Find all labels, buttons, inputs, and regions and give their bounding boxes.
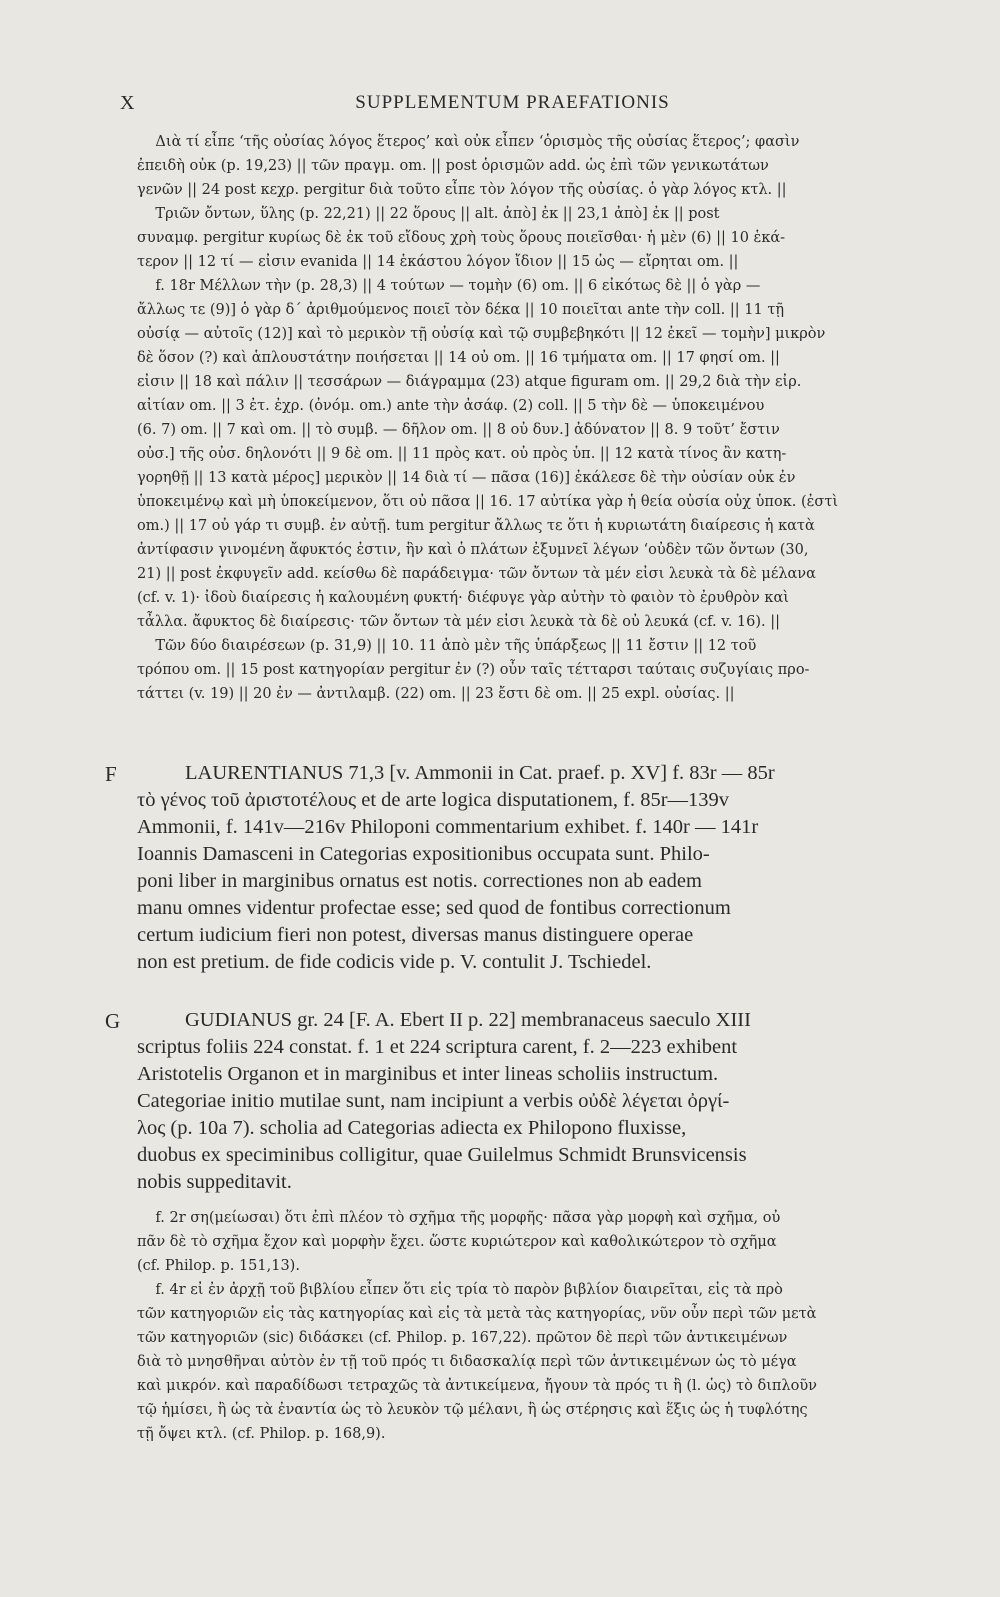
text-line: τρόπου om. || 15 post κατηγορίαν pergitur ἐν (?) οὖν ταῖς τέτταρσι ταύταις συζυγίαις προ-: [137, 662, 810, 678]
text-line: τῶν κατηγοριῶν (sic) διδάσκει (cf. Philop. p. 167,22). πρῶτον δὲ περὶ τῶν ἀντικειμένων: [137, 1330, 788, 1346]
text-line: καὶ μικρόν. καὶ παραδίδωσι τετραχῶς τὰ ἀντικείμενα, ἤγουν τὰ πρός τι ἢ (l. ὡς) τὸ διπλοῦν: [137, 1378, 817, 1394]
text-line: τάττει (v. 19) || 20 ἐν — ἀντιλαμβ. (22) om. || 23 ἔστι δὲ om. || 25 expl. οὐσίας. ||: [137, 686, 735, 702]
text-line: συναμφ. pergitur κυρίως δὲ ἐκ τοῦ εἴδους χρὴ τοὺς ὅρους ποιεῖσθαι· ἡ μὲν (6) || 10 ἑκά-: [137, 230, 786, 246]
page-header: [120, 92, 905, 122]
text-line: LAURENTIANUS 71,3 [v. Ammonii in Cat. praef. p. XV] f. 83r — 85r: [185, 762, 775, 784]
text-line: Διὰ τί εἶπε ‘τῆς οὐσίας λόγος ἕτερος’ καὶ οὐκ εἶπεν ‘ὁρισμὸς τῆς οὐσίας ἕτερος’; φασὶν: [137, 134, 800, 150]
text-line: f. 2r ση(μείωσαι) ὅτι ἐπὶ πλέον τὸ σχῆμα τῆς μορφῆς· πᾶσα γὰρ μορφὴ καὶ σχῆμα, οὐ: [137, 1210, 781, 1226]
text-line: Τῶν δύο διαιρέσεων (p. 31,9) || 10. 11 ἀπὸ μὲν τῆς ὑπάρξεως || 11 ἔστιν || 12 τοῦ: [137, 638, 757, 654]
text-line: ὑποκειμένῳ καὶ μὴ ὑποκείμενον, ὅτι οὐ πᾶσα || 16. 17 αὐτίκα γὰρ ἡ θεία οὐσία οὐχ ὑποκ. (ἐστὶ: [137, 494, 839, 510]
text-line: manu omnes videntur profectae esse; sed quod de fontibus correctionum: [137, 897, 731, 919]
text-line: γενῶν || 24 post κεχρ. pergitur διὰ τοῦτο εἶπε τὸν λόγον τῆς οὐσίας. ὁ γὰρ λόγος κτλ. ||: [137, 182, 787, 198]
text-line: ἀντίφασιν γινομένη ἄφυκτός ἐστιν, ἣν καὶ ὁ πλάτων ἐξυμνεῖ λέγων ‘οὐδὲν τῶν ὄντων (30,: [137, 542, 809, 558]
text-line: τῶν κατηγοριῶν εἰς τὰς κατηγορίας καὶ εἰς τὰ μετὰ τὰς κατηγορίας, νῦν οὖν περὶ τῶν μετὰ: [137, 1306, 817, 1322]
text-line: λος (p. 10a 7). scholia ad Categorias adiecta ex Philopono fluxisse,: [137, 1117, 687, 1139]
text-line: εἰσιν || 18 καὶ πάλιν || τεσσάρων — διάγραμμα (23) atque figuram om. || 29,2 διὰ τὴν εἰρ.: [137, 374, 802, 390]
text-line: nobis suppeditavit.: [137, 1171, 292, 1193]
text-line: Τριῶν ὄντων, ὕλης (p. 22,21) || 22 ὅρους || alt. ἀπὸ] ἐκ || 23,1 ἀπὸ] ἐκ || post: [137, 206, 720, 222]
text-line: Categoriae initio mutilae sunt, nam incipiunt a verbis οὐδὲ λέγεται ὀργί-: [137, 1090, 730, 1112]
text-line: GUDIANUS gr. 24 [F. A. Ebert II p. 22] membranaceus saeculo XIII: [185, 1009, 751, 1031]
text-line: certum iudicium fieri non potest, diversas manus distinguere operae: [137, 924, 694, 946]
text-line: τῷ ἡμίσει, ἢ ὡς τὰ ἐναντία ὡς τὸ λευκὸν τῷ μέλανι, ἢ ὡς στέρησις καὶ ἕξις ὡς ἡ τυφλότης: [137, 1402, 808, 1418]
text-line: αἰτίαν om. || 3 ἐτ. ἐχρ. (ὀνόμ. om.) ante τὴν ἀσάφ. (2) coll. || 5 τὴν δὲ — ὑποκειμένου: [137, 398, 765, 414]
siglum-f: F: [105, 762, 117, 786]
siglum-g: G: [105, 1009, 121, 1033]
text-line: f. 4r εἰ ἐν ἀρχῇ τοῦ βιβλίου εἶπεν ὅτι εἰς τρία τὸ παρὸν βιβλίον διαιρεῖται, εἰς τὰ πρὸ: [137, 1282, 783, 1298]
text-line: πᾶν δὲ τὸ σχῆμα ἔχον καὶ μορφὴν ἔχει. ὥστε κυριώτερον καὶ καθολικώτερον τὸ σχῆμα: [137, 1234, 777, 1250]
codex-g-description: [137, 1007, 927, 1196]
text-line: Ioannis Damasceni in Categorias expositionibus occupata sunt. Philo-: [137, 843, 710, 865]
text-line: γορηθῇ || 13 κατὰ μέρος] μερικὸν || 14 διὰ τί — πᾶσα (16)] ἐκάλεσε δὲ τὴν οὐσίαν οὐκ ἐν: [137, 470, 796, 486]
text-line: ἄλλως τε (9)] ὁ γὰρ δ΄ ἀριθμούμενος ποιεῖ τὸν δέκα || 10 ποιεῖται ante τὴν coll. || 11 τῇ: [137, 302, 785, 318]
text-line: Aristotelis Organon et in marginibus et inter lineas scholiis instructum.: [137, 1063, 719, 1085]
text-line: om.) || 17 οὐ γάρ τι συμβ. ἐν αὐτῇ. tum pergitur ἄλλως τε ὅτι ἡ κυριωτάτη διαίρεσις ἡ κατὰ: [137, 518, 815, 534]
text-line: 21) || post ἐκφυγεῖν add. κείσθω δὲ παράδειγμα· τῶν ὄντων τὰ μέν εἰσι λευκὰ τὰ δὲ μέλανα: [137, 566, 816, 582]
text-line: (cf. Philop. p. 151,13).: [137, 1258, 300, 1274]
text-line: τἆλλα. ἄφυκτος δὲ διαίρεσις· τῶν ὄντων τὰ μέν εἰσι λευκὰ τὰ δὲ οὐ λευκά (cf. v. 16). ||: [137, 614, 781, 630]
text-line: οὐσίᾳ — αὐτοῖς (12)] καὶ τὸ μερικὸν τῇ οὐσίᾳ καὶ τῷ συμβεβηκότι || 12 ἐκεῖ — τομὴν] μικρὸν: [137, 326, 826, 342]
text-line: τὸ γένος τοῦ ἀριστοτέλους et de arte logica disputationem, f. 85r—139v: [137, 789, 730, 811]
text-line: ἐπειδὴ οὐκ (p. 19,23) || τῶν πραγμ. om. || post ὁρισμῶν add. ὡς ἐπὶ τῶν γενικωτάτων: [137, 158, 769, 174]
text-line: οὐσ.] τῆς οὐσ. δηλονότι || 9 δὲ om. || 11 πρὸς κατ. οὐ πρὸς ὑπ. || 12 κατὰ τίνος ἂν κατη-: [137, 446, 787, 462]
text-line: (cf. v. 1)· ἰδοὺ διαίρεσις ἡ καλουμένη φυκτή· διέφυγε γὰρ αὐτὴν τὸ φαιὸν τὸ ἐρυθρὸν καὶ: [137, 590, 789, 606]
apparatus-block-1: [137, 130, 927, 706]
text-line: διὰ τὸ μνησθῆναι αὐτὸν ἐν τῇ τοῦ πρός τι διδασκαλίᾳ περὶ τῶν ἀντικειμένων ὡς τὸ μέγα: [137, 1354, 797, 1370]
text-line: f. 18r Μέλλων τὴν (p. 28,3) || 4 τούτων — τομὴν (6) om. || 6 εἰκότως δὲ || ὁ γὰρ —: [137, 278, 761, 294]
text-line: (6. 7) om. || 7 καὶ om. || τὸ συμβ. — δῆλον om. || 8 οὐ δυν.] ἀδύνατον || 8. 9 τοῦτ’ ἔστιν: [137, 422, 780, 438]
apparatus-block-2: [137, 1206, 927, 1446]
page-number: X: [120, 92, 135, 114]
text-line: duobus ex speciminibus colligitur, quae Guilelmus Schmidt Brunsvicensis: [137, 1144, 747, 1166]
text-line: scriptus foliis 224 constat. f. 1 et 224 scriptura carent, f. 2—223 exhibent: [137, 1036, 738, 1058]
running-title: SUPPLEMENTUM PRAEFATIONIS: [355, 92, 670, 113]
text-line: τῇ ὄψει κτλ. (cf. Philop. p. 168,9).: [137, 1426, 386, 1442]
text-line: non est pretium. de fide codicis vide p. V. contulit J. Tschiedel.: [137, 951, 652, 973]
text-line: poni liber in marginibus ornatus est notis. correctiones non ab eadem: [137, 870, 702, 892]
text-line: Ammonii, f. 141v—216v Philoponi commentarium exhibet. f. 140r — 141r: [137, 816, 759, 838]
text-line: τερον || 12 τί — εἰσιν evanida || 14 ἑκάστου λόγον ἴδιον || 15 ὡς — εἴρηται om. ||: [137, 254, 739, 270]
text-line: δὲ ὅσον (?) καὶ ἁπλουστάτην ποιήσεται || 14 οὐ om. || 16 τμήματα om. || 17 φησί om. ||: [137, 350, 780, 366]
codex-f-description: [137, 760, 927, 976]
